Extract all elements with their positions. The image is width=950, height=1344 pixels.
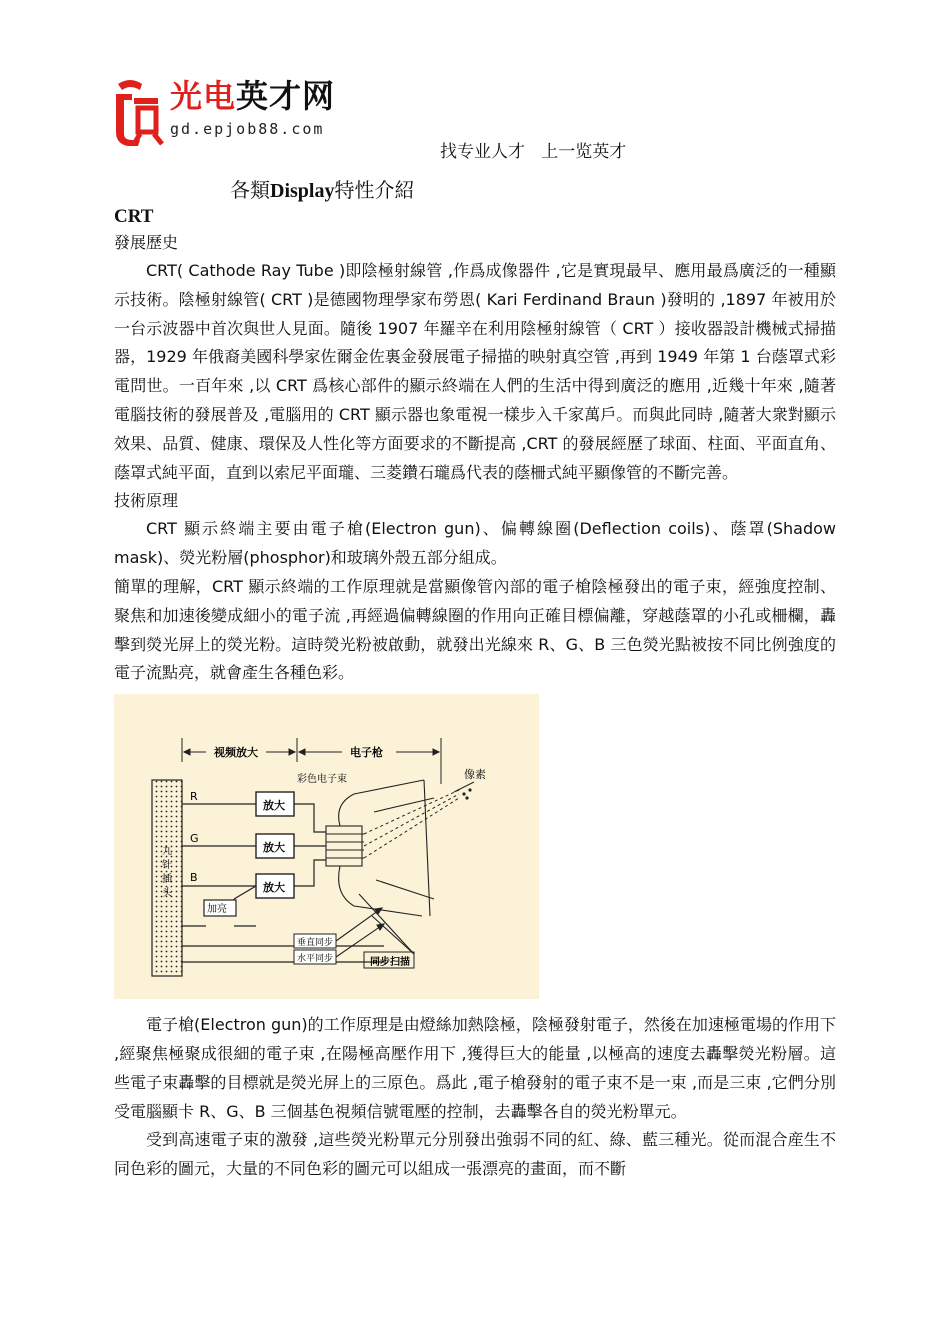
logo-title-red: 光电: [170, 77, 237, 115]
amp-label-b: 放大: [263, 881, 285, 895]
paragraph-working: 簡單的理解，CRT 顯示終端的工作原理就是當顯像管內部的電子槍陰極發出的電子束，經強度控制、聚焦和加速後變成細小的電子流 ,再經過偏轉線圈的作用向正確目標偏離，穿越蔭罩的小孔或柵欄，轟擊到熒光屏上的熒光粉。這時熒光粉被啟動，就發出光線來 R、G、B 三色熒光點被按不同比例強度的電子流點亮，就會產生各種色彩。: [114, 576, 836, 683]
site-logo[interactable]: [110, 70, 370, 150]
label-vsync: 垂直同步: [297, 938, 334, 949]
title-suffix: 特性介紹: [334, 178, 415, 202]
paragraph-phosphor: 受到高速電子束的激發 ,這些熒光粉單元分別發出強弱不同的紅、綠、藍三種光。從而混合産生不同色彩的圖元，大量的不同色彩的圖元可以組成一張漂亮的畫面，而不斷: [114, 1130, 836, 1179]
crt-diagram-svg: [114, 694, 539, 999]
paragraph-gun: 電子槍(Electron gun)的工作原理是由燈絲加熱陰極，陰極發射電子，然後在加速極電場的作用下 ,經聚焦極聚成很細的電子束 ,在陽極高壓作用下 ,獲得巨大的能量 ,以極高的速度去轟擊熒光粉層。這些電子束轟擊的目標就是熒光屏上的三原色。爲此 ,電子槍發射的電子束不是一束 ,而是三束 ,它們分別受電腦顯卡 R、G、B 三個基色視頻信號電壓的控制，去轟擊各自的熒光粉單元。: [114, 1015, 836, 1121]
label-beam: 彩色电子束: [297, 774, 347, 786]
slogan: 找专业人才 上一览英才: [440, 142, 627, 162]
section-heading: CRT: [114, 206, 154, 227]
paragraph-components: CRT 顯示終端主要由電子槍(Electron gun)、偏轉線圈(Deflection coils)、蔭罩(Shadow mask)、熒光粉層(phosphor)和玻璃外殼五部分組成。: [114, 519, 836, 568]
amp-label-g: 放大: [263, 841, 285, 855]
logo-mark-icon: [110, 74, 164, 146]
title-bold: Display: [270, 180, 335, 202]
document-body: [114, 205, 836, 1184]
label-b: B: [190, 871, 198, 885]
label-gun: 电子枪: [350, 746, 383, 760]
label-video-amp: 视频放大: [214, 746, 258, 760]
connector-label: 九针插头: [162, 846, 172, 900]
label-r: R: [190, 790, 198, 804]
logo-title-black: 英才网: [236, 77, 336, 115]
paragraph-history: CRT( Cathode Ray Tube )即陰極射線管 ,作爲成像器件 ,它是實現最早、應用最爲廣泛的一種顯示技術。陰極射線管( CRT )是德國物理學家布勞恩( Kari Ferdinand Braun )發明的 ,1897 年被用於一台示波器中首次與世人見面。隨後 1907 年羅辛在利用陰極射線管（ CRT ）接收器設計機械式掃描器，1929 年俄裔美國科學家佐爾金佐裏金發展電子掃描的映射真空管 ,再到 1949 年第 1 台蔭罩式彩電問世。一百年來 ,以 CRT 爲核心部件的顯示終端在人們的生活中得到廣泛的應用 ,近幾十年來 ,隨著電腦技術的發展普及 ,電腦用的 CRT 顯示器也象電視一樣步入千家萬戶。而與此同時 ,隨著大衆對顯示效果、品質、健康、環保及人性化等方面要求的不斷提高 ,CRT 的發展經歷了球面、柱面、平面直角、蔭罩式純平面，直到以索尼平面瓏、三菱鑽石瓏爲代表的蔭柵式純平顯像管的不斷完善。: [114, 261, 836, 482]
logo-url: gd.epjob88.com: [170, 120, 325, 138]
label-g: G: [190, 832, 199, 846]
amp-label-r: 放大: [263, 799, 285, 813]
document-title: [230, 174, 414, 203]
label-pixel: 像素: [464, 768, 486, 782]
label-sync-scan: 同步扫描: [370, 957, 410, 969]
subheading-principle: 技術原理: [114, 491, 179, 511]
label-hsync: 水平同步: [297, 954, 334, 965]
logo-title: [170, 78, 335, 114]
title-prefix: 各類: [230, 178, 270, 202]
subheading-history: 發展歷史: [114, 233, 179, 252]
crt-diagram: [114, 694, 539, 999]
label-add: 加亮: [207, 904, 227, 916]
